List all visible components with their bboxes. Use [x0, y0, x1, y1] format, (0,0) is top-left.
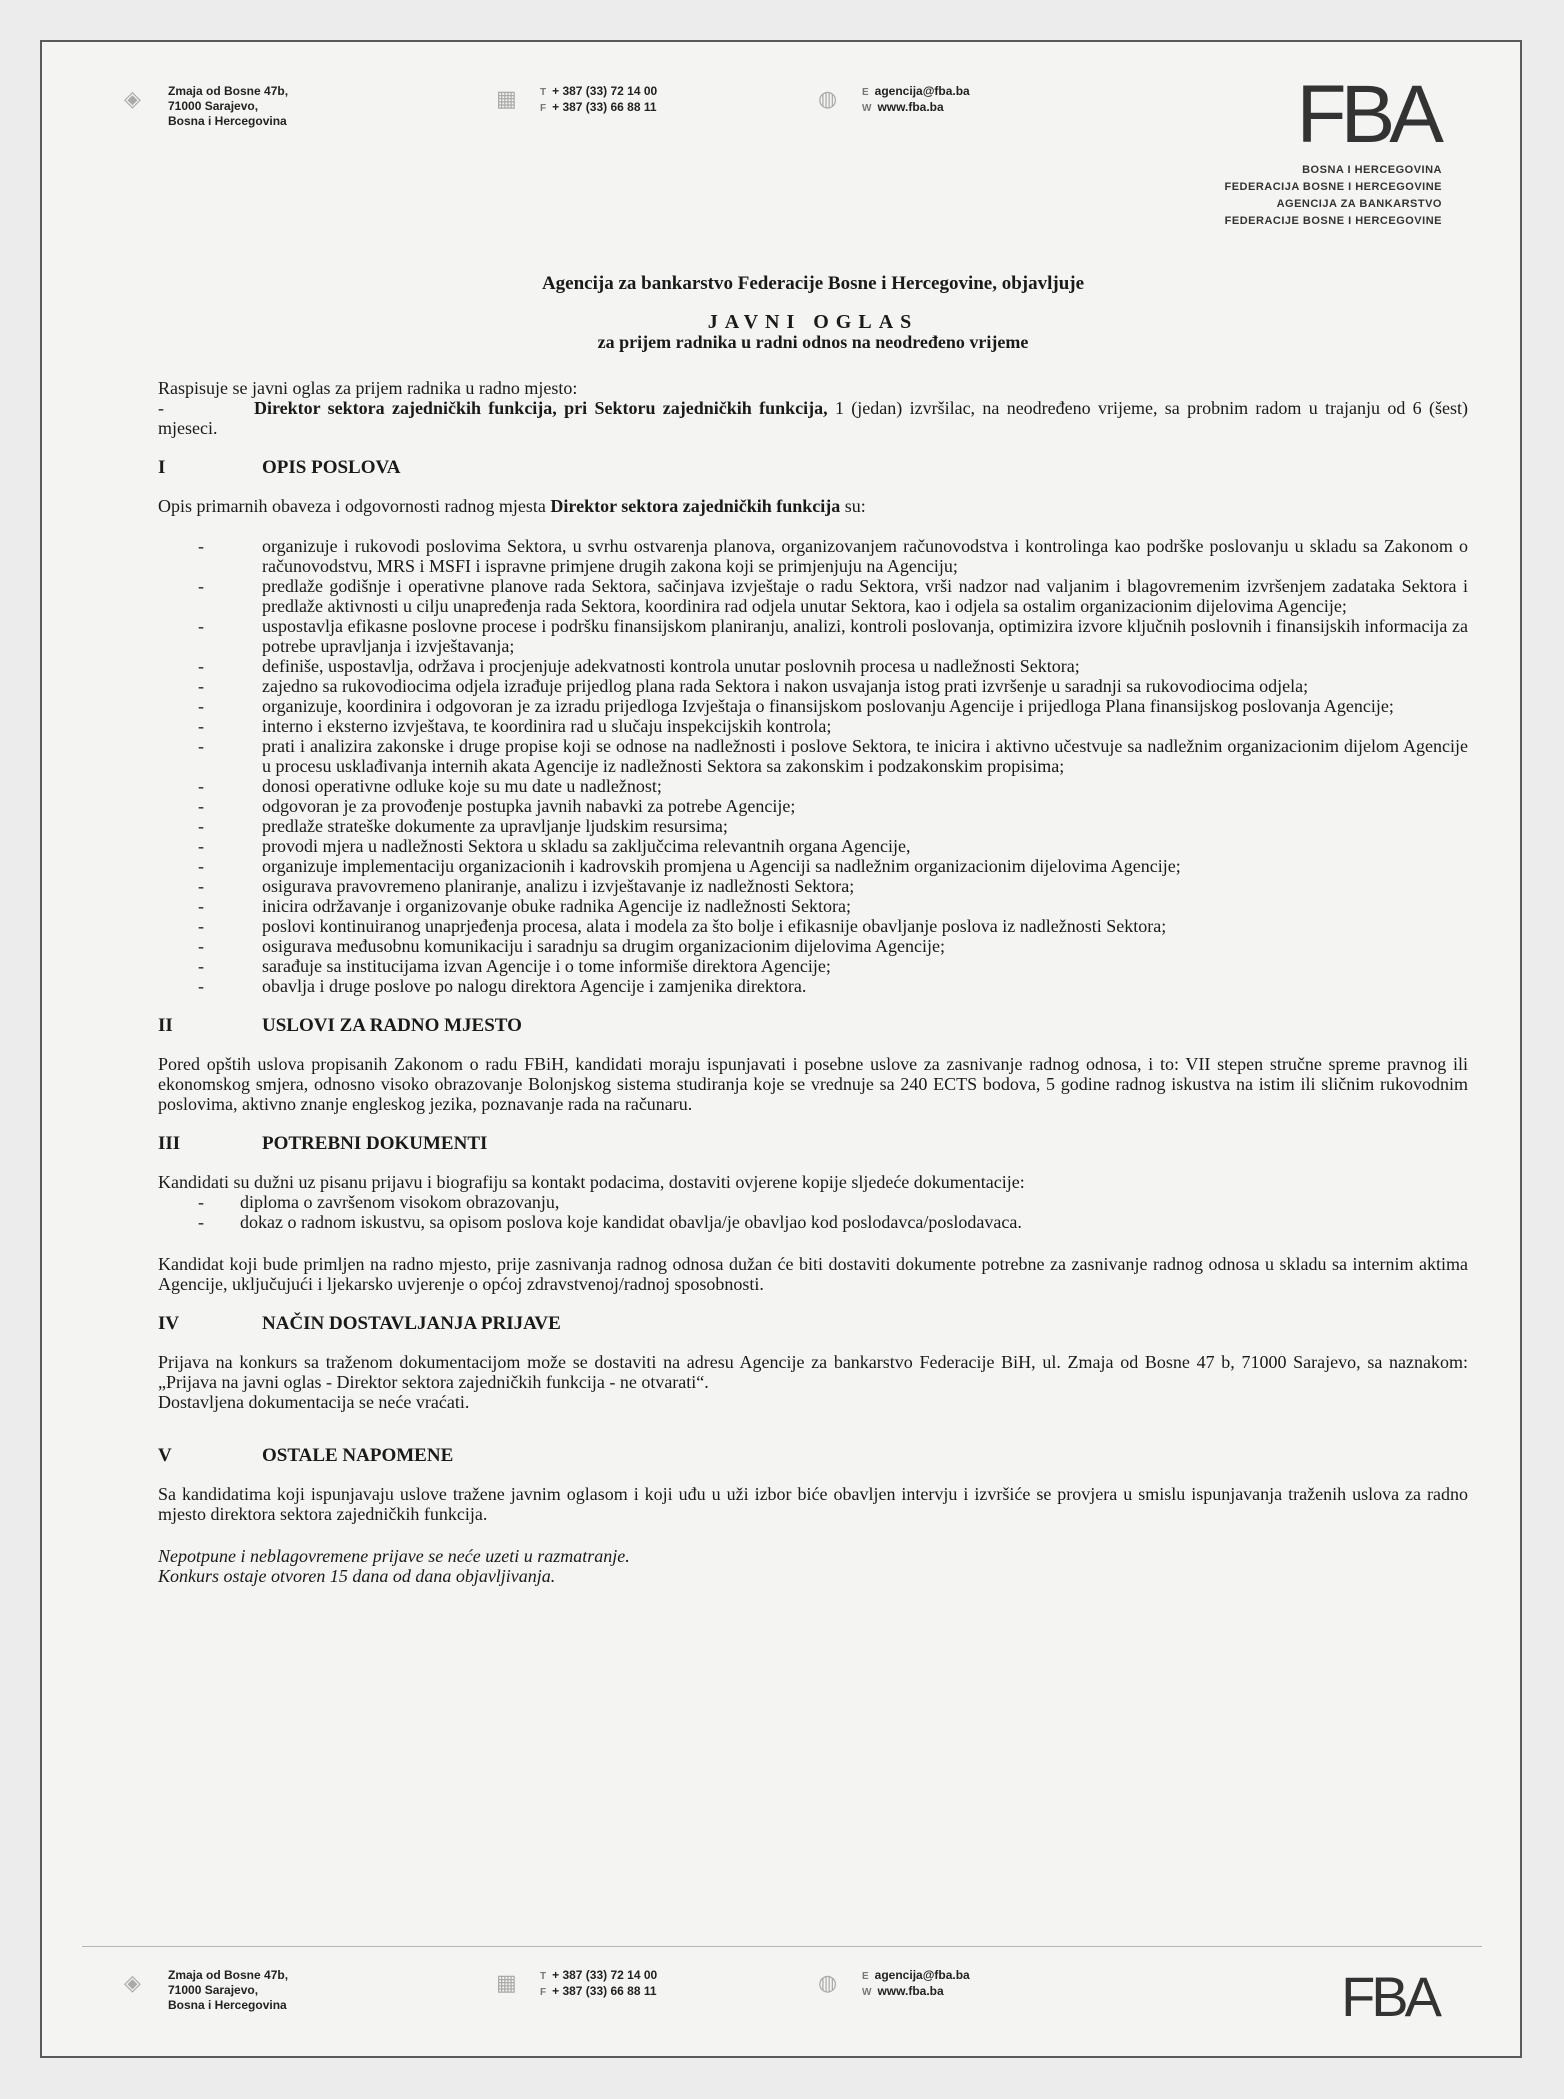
list-item: - organizuje i rukovodi poslovima Sektora, u svrhu ostvarenja planova, organizovanjem računovodstva i kontrolinga kao podrške poslovanju u skladu sa Zakonom o računovodstvu, MRS i MSFI i ispravne primjene drugih zakona koji se primjenjuju na Agenciju;	[158, 536, 1468, 576]
footer-divider	[82, 1946, 1482, 1947]
location-icon: ◈	[124, 86, 141, 111]
notes-text: Sa kandidatima koji ispunjavaju uslove tražene javnim oglasom i koji uđu u uži izbor biće obavljen intervju i izvršiće se provjera u smislu ispunjavanja traženih uslova za radno mjesto direktora sektora zajedničkih funkcija.	[158, 1484, 1468, 1524]
letterhead	[82, 62, 1482, 232]
list-item: - osigurava pravovremeno planiranje, analizu i izvještavanje iz nadležnosti Sektora;	[158, 876, 1468, 896]
list-item: - inicira održavanje i organizovanje obuke radnika Agencije iz nadležnosti Sektora;	[158, 896, 1468, 916]
list-item: - predlaže strateške dokumente za upravljanje ljudskim resursima;	[158, 816, 1468, 836]
list-item: - osigurava međusobnu komunikaciju i saradnju sa drugim organizacionim dijelovima Agencije;	[158, 936, 1468, 956]
closing-note: Nepotpune i neblagovremene prijave se neće uzeti u razmatranje.	[158, 1546, 630, 1566]
phone-icon: ▦	[496, 86, 517, 111]
list-item: - organizuje, koordinira i odgovoran je za izradu prijedloga Izvještaja o finansijskom poslovanju Agencije i prijedloga Plana finansijskog poslovanja Agencije;	[158, 696, 1468, 716]
fba-logo: FBA	[1296, 69, 1438, 160]
section-heading: I OPIS POSLOVA	[158, 457, 401, 478]
fba-logo: FBA	[1341, 1965, 1438, 2028]
list-item: - uspostavlja efikasne poslovne procese i podršku finansijskom planiranju, analizi, kontroli poslovanja, optimizira izvore ključnih poslovnih i finansijskih informacija za potrebe upravljanja i izvještavanja;	[158, 616, 1468, 656]
list-item: - prati i analizira zakonske i druge propise koji se odnose na nadležnosti i poslove Sektora, te inicira i aktivno učestvuje sa nadležnim organizacionim dijelom Agencije u procesu usklađivanja internih akata Agencije iz nadležnosti Sektora sa zakonskim i podzakonskim propisima;	[158, 736, 1468, 776]
section-heading: II USLOVI ZA RADNO MJESTO	[158, 1015, 522, 1036]
documents-note: Kandidat koji bude primljen na radno mjesto, prije zasnivanja radnog odnosa dužan će biti dostaviti dokumente potrebne za zasnivanje radnog odnosa u skladu sa internim aktima Agencije, uključujući i ljekarsko uvjerenje o općoj zdravstvenoj/radnoj sposobnosti.	[158, 1254, 1468, 1294]
document-title: JAVNI OGLAS	[707, 311, 919, 333]
globe-icon: ◍	[818, 86, 838, 111]
documents-lead: Kandidati su dužni uz pisanu prijavu i biografiju sa kontakt podacima, dostaviti ovjerene kopije sljedeće dokumentacije:	[158, 1172, 1025, 1192]
list-item: - sarađuje sa institucijama izvan Agencije i o tome informiše direktora Agencije;	[158, 956, 1468, 976]
intro-position: - Direktor sektora zajedničkih funkcija, pri Sektoru zajedničkih funkcija, 1 (jedan) izvršilac, na neodređeno vrijeme, sa probnim radom u trajanju od 6 (šest) mjeseci.	[158, 398, 1468, 438]
section-heading: V OSTALE NAPOMENE	[158, 1445, 454, 1466]
section-heading: III POTREBNI DOKUMENTI	[158, 1133, 488, 1154]
list-item: - odgovoran je za provođenje postupka javnih nabavki za potrebe Agencije;	[158, 796, 1468, 816]
document-subtitle: za prijem radnika u radni odnos na neodređeno vrijeme	[597, 332, 1029, 352]
submission-text: Prijava na konkurs sa traženom dokumentacijom može se dostaviti na adresu Agencije za bankarstvo Federacije BiH, ul. Zmaja od Bosne 47 b, 71000 Sarajevo, sa naznakom: „Prijava na javni oglas - Direktor sektora zajedničkih funkcija - ne otvarati“.	[158, 1352, 1468, 1392]
list-item: - obavlja i druge poslove po nalogu direktora Agencije i zamjenika direktora.	[158, 976, 1468, 996]
duties-list	[158, 536, 1468, 996]
footer-website: www.fba.ba	[877, 1984, 944, 1998]
list-item: - provodi mjera u nadležnosti Sektora u skladu sa zaključcima relevantnih organa Agencije,	[158, 836, 1468, 856]
globe-icon: ◍	[818, 1970, 838, 1995]
list-item: - organizuje implementaciju organizacionih i kadrovskih promjena u Agenciji sa nadležnim organizacionim dijelovima Agencije;	[158, 856, 1468, 876]
footer-web: ◍ E agencija@fba.ba W www.fba.ba	[818, 1968, 970, 1998]
intro: Raspisuje se javni oglas za prijem radnika u radno mjesto: - Direktor sektora zajedničkih funkcija, pri Sektoru zajedničkih funkcija, 1 (jedan) izvršilac, na neodređeno vrijeme, sa probnim radom u trajanju od 6 (šest) mjeseci.	[158, 378, 1468, 438]
footer-email: agencija@fba.ba	[874, 1968, 970, 1982]
list-item: - predlaže godišnje i operativne planove rada Sektora, sačinjava izvještaje o radu Sektora, vrši nadzor nad valjanim i blagovremenim izvršenjem zadataka Sektora i predlaže aktivnosti u cilju unapređenja rada Sektora, koordinira rad odjela unutar Sektora, kao i odjela sa ostalim organizacionim dijelovima Agencije;	[158, 576, 1468, 616]
announcer: Agencija za bankarstvo Federacije Bosne i Hercegovine, objavljuje	[541, 273, 1085, 294]
footer-phones: ▦ T + 387 (33) 72 14 00 F + 387 (33) 66 88 11	[496, 1968, 658, 1998]
documents-list	[158, 1192, 1468, 1232]
header-address: ◈ Zmaja od Bosne 47b, 71000 Sarajevo, Bosna i Hercegovina	[124, 84, 289, 128]
document-body	[158, 242, 1468, 1586]
requirements-text: Pored opštih uslova propisanih Zakonom o radu FBiH, kandidati moraju ispunjavati i posebne uslove za zasnivanje radnog odnosa, i to: VII stepen stručne spreme pravnog ili ekonomskog smjera, odnosno visoko obrazovanje Bolonjskog sistema studiranja koje se vrednuje sa 240 ECTS bodova, 5 godine radnog iskustva na istim ili sličnim rukovodnim poslovima, aktivno znanje engleskog jezika, poznavanje rada na računaru.	[158, 1054, 1468, 1114]
footer	[82, 1946, 1482, 2036]
section-lead: Opis primarnih obaveza i odgovornosti radnog mjesta Direktor sektora zajedničkih funkcija su:	[158, 496, 866, 516]
phone-icon: ▦	[496, 1970, 517, 1995]
list-item: - definiše, uspostavlja, održava i procjenjuje adekvatnosti kontrola unutar poslovnih procesa u nadležnosti Sektora;	[158, 656, 1468, 676]
scanned-page	[40, 40, 1522, 2058]
list-item: - zajedno sa rukovodiocima odjela izrađuje prijedlog plana rada Sektora i nakon usvajanja istog prati izvršenje u saradnji sa rukovodiocima odjela;	[158, 676, 1468, 696]
section-heading: IV NAČIN DOSTAVLJANJA PRIJAVE	[158, 1313, 561, 1334]
list-item: - interno i eksterno izvještava, te koordinira rad u slučaju inspekcijskih kontrola;	[158, 716, 1468, 736]
submission-note: Dostavljena dokumentacija se neće vraćati.	[158, 1392, 470, 1412]
location-icon: ◈	[124, 1970, 141, 1995]
header-website: www.fba.ba	[877, 100, 944, 114]
header-email: agencija@fba.ba	[874, 84, 970, 98]
list-item: - diploma o završenom visokom obrazovanju,	[158, 1192, 1468, 1212]
list-item: - dokaz o radnom iskustvu, sa opisom poslova koje kandidat obavlja/je obavljao kod poslodavca/poslodavaca.	[158, 1212, 1468, 1232]
list-item: - donosi operativne odluke koje su mu date u nadležnost;	[158, 776, 1468, 796]
footer-address: ◈ Zmaja od Bosne 47b, 71000 Sarajevo, Bosna i Hercegovina	[124, 1968, 289, 2012]
list-item: - poslovi kontinuiranog unaprjeđenja procesa, alata i modela za što bolje i efikasnije obavljanje poslova iz nadležnosti Sektora;	[158, 916, 1468, 936]
header-web: ◍ E agencija@fba.ba W www.fba.ba	[818, 84, 970, 114]
organization-block: BOSNA I HERCEGOVINA FEDERACIJA BOSNE I HERCEGOVINE AGENCIJA ZA BANKARSTVO FEDERACIJE BOSNE I HERCEGOVINE	[1224, 164, 1442, 227]
header-phones: ▦ T + 387 (33) 72 14 00 F + 387 (33) 66 88 11	[496, 84, 658, 114]
closing-note: Konkurs ostaje otvoren 15 dana od dana objavljivanja.	[158, 1566, 556, 1586]
